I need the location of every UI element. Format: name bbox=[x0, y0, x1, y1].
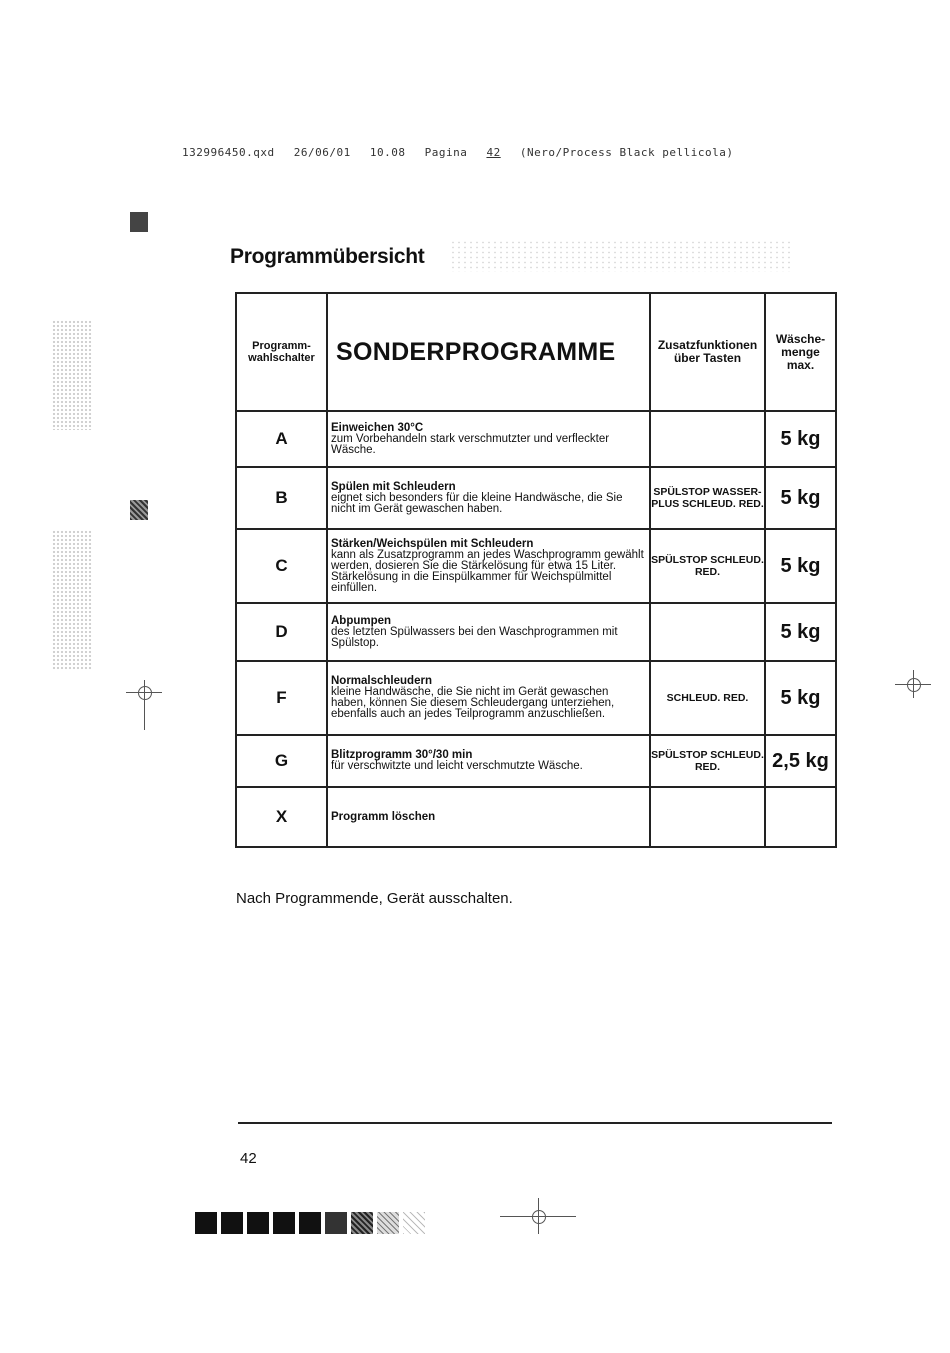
row-text: eignet sich besonders für die kleine Handwäsche, die Sie nicht im Gerät gewaschen haben. bbox=[331, 491, 623, 515]
slug-file: 132996450.qxd bbox=[182, 146, 275, 159]
table-header-row bbox=[236, 293, 836, 411]
row-text: des letzten Spülwassers bei den Waschprogrammen mit Spülstop. bbox=[331, 625, 618, 649]
row-description bbox=[327, 529, 650, 603]
row-description bbox=[327, 411, 650, 467]
colorbar-swatch bbox=[299, 1212, 321, 1234]
registration-square-top bbox=[130, 212, 148, 232]
table-row bbox=[236, 603, 836, 661]
slug-page-no: 42 bbox=[486, 146, 501, 159]
scan-noise-left-1 bbox=[52, 320, 92, 430]
row-letter: X bbox=[236, 787, 327, 847]
footer-note: Nach Programmende, Gerät ausschalten. bbox=[236, 890, 513, 907]
header-max-load: Wäsche-menge max. bbox=[765, 293, 836, 411]
row-letter: B bbox=[236, 467, 327, 529]
colorbar-swatch bbox=[377, 1212, 399, 1234]
header-special-programs: SONDERPROGRAMME bbox=[327, 293, 650, 411]
row-load: 5 kg bbox=[765, 467, 836, 529]
slug-time: 10.08 bbox=[369, 146, 406, 159]
print-color-bar bbox=[195, 1212, 425, 1234]
row-text: kleine Handwäsche, die Sie nicht im Gerät gewaschen haben, können Sie diesem Schleudergang unterziehen, ebenfalls auch an jedes Teilprogramm anzuschließen. bbox=[331, 686, 615, 720]
row-extras: SPÜLSTOP SCHLEUD. RED. bbox=[650, 529, 765, 603]
row-extras: SPÜLSTOP WASSER-PLUS SCHLEUD. RED. bbox=[650, 467, 765, 529]
program-overview-table bbox=[235, 292, 837, 848]
header-program-selector: Programm-wahlschalter bbox=[236, 293, 327, 411]
colorbar-swatch bbox=[247, 1212, 269, 1234]
row-description bbox=[327, 735, 650, 787]
row-text: kann als Zusatzprogramm an jedes Waschprogramm gewählt werden, dosieren Sie die Stärkelösung für etwa 15 Liter. Stärkelösung in die Einspülkammer für Weichspülmittel einfüllen. bbox=[331, 548, 644, 594]
row-load bbox=[765, 787, 836, 847]
row-description bbox=[327, 787, 650, 847]
colorbar-swatch bbox=[351, 1212, 373, 1234]
table-row bbox=[236, 787, 836, 847]
row-letter: C bbox=[236, 529, 327, 603]
row-load: 5 kg bbox=[765, 603, 836, 661]
row-extras bbox=[650, 787, 765, 847]
row-extras bbox=[650, 603, 765, 661]
slug-color: (Nero/Process Black pellicola) bbox=[519, 146, 734, 159]
row-title: Einweichen 30°C bbox=[331, 421, 424, 434]
row-title: Stärken/Weichspülen mit Schleudern bbox=[331, 537, 534, 550]
row-letter: G bbox=[236, 735, 327, 787]
colorbar-swatch bbox=[221, 1212, 243, 1234]
page-number: 42 bbox=[240, 1150, 257, 1167]
print-slug-header bbox=[182, 146, 746, 159]
slug-page-label: Pagina bbox=[424, 146, 468, 159]
row-description bbox=[327, 467, 650, 529]
row-title: Programm löschen bbox=[331, 810, 436, 823]
table-row bbox=[236, 529, 836, 603]
row-letter: A bbox=[236, 411, 327, 467]
registration-square-mid bbox=[130, 500, 148, 520]
colorbar-swatch bbox=[195, 1212, 217, 1234]
row-description bbox=[327, 661, 650, 735]
row-letter: F bbox=[236, 661, 327, 735]
scan-noise-title bbox=[450, 240, 790, 272]
row-extras: SCHLEUD. RED. bbox=[650, 661, 765, 735]
colorbar-swatch bbox=[403, 1212, 425, 1234]
row-load: 5 kg bbox=[765, 411, 836, 467]
header-extra-functions: Zusatzfunktionen über Tasten bbox=[650, 293, 765, 411]
row-load: 2,5 kg bbox=[765, 735, 836, 787]
row-description bbox=[327, 603, 650, 661]
table-row bbox=[236, 411, 836, 467]
colorbar-swatch bbox=[325, 1212, 347, 1234]
row-letter: D bbox=[236, 603, 327, 661]
row-title: Spülen mit Schleudern bbox=[331, 480, 456, 493]
row-load: 5 kg bbox=[765, 661, 836, 735]
row-text: für verschwitzte und leicht verschmutzte Wäsche. bbox=[331, 760, 583, 772]
table-row bbox=[236, 735, 836, 787]
row-extras bbox=[650, 411, 765, 467]
footer-rule bbox=[238, 1122, 832, 1124]
table-row bbox=[236, 467, 836, 529]
row-title: Blitzprogramm 30°/30 min bbox=[331, 749, 473, 761]
row-load: 5 kg bbox=[765, 529, 836, 603]
table-row bbox=[236, 661, 836, 735]
page-title: Programmübersicht bbox=[230, 245, 425, 268]
row-extras: SPÜLSTOP SCHLEUD. RED. bbox=[650, 735, 765, 787]
row-title: Abpumpen bbox=[331, 614, 392, 627]
colorbar-swatch bbox=[273, 1212, 295, 1234]
row-text: zum Vorbehandeln stark verschmutzter und verfleckter Wäsche. bbox=[331, 432, 610, 456]
slug-date: 26/06/01 bbox=[293, 146, 351, 159]
row-title: Normalschleudern bbox=[331, 675, 432, 687]
scan-noise-left-2 bbox=[52, 530, 92, 670]
